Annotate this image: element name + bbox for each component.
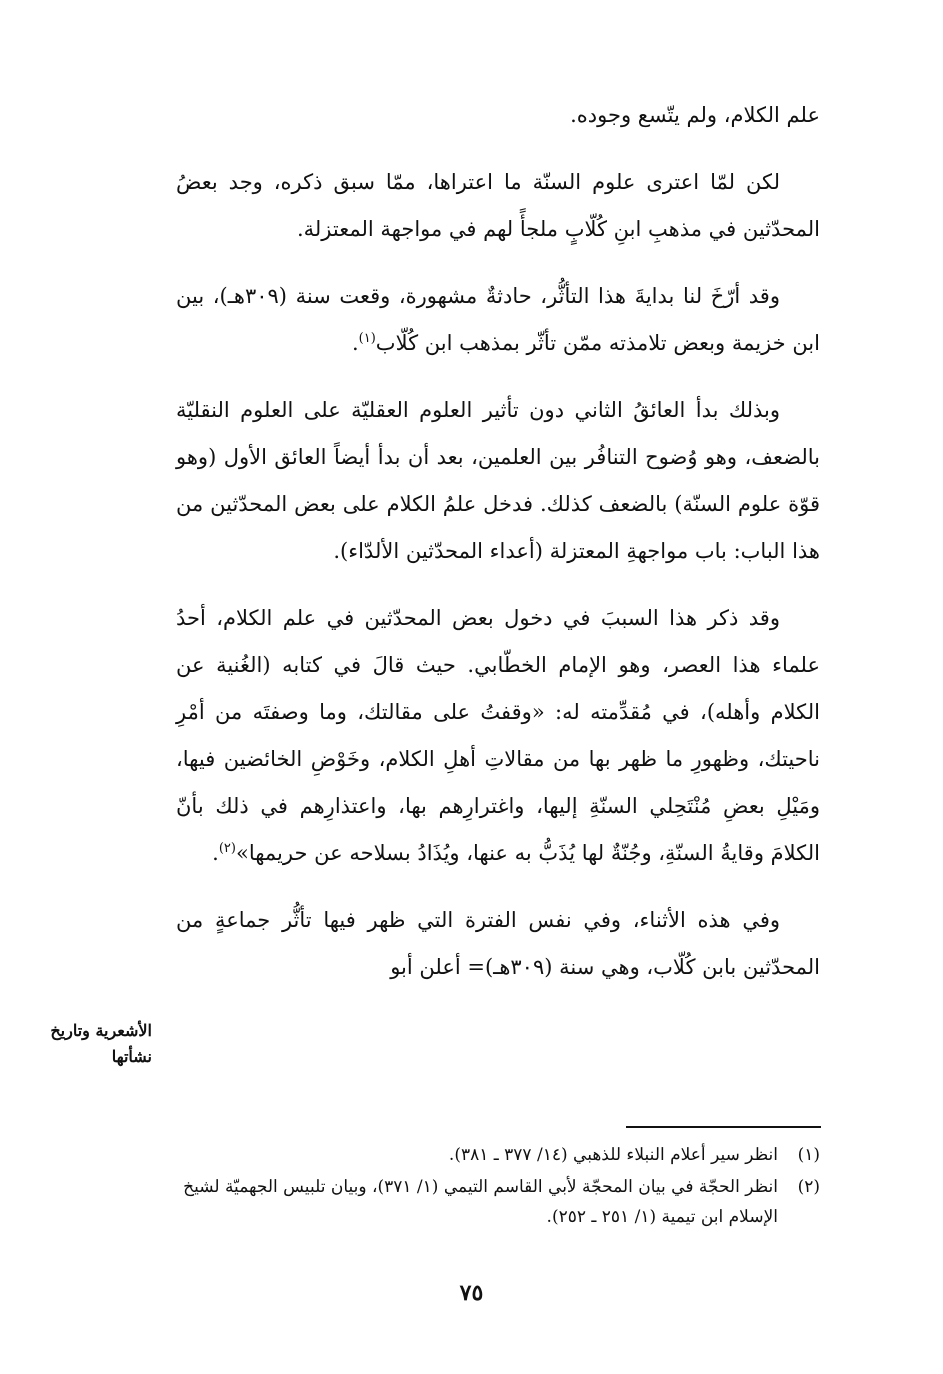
paragraph-2-text: لكن لمّا اعترى علوم السنّة ما اعتراها، ممّا سبق ذكره، وجد بعضُ المحدّثين في مذهبِ ابنِ كُلّابٍ ملجأً لهم في مواجهة المعتزلة.: [176, 170, 820, 241]
paragraph-4: [176, 387, 820, 575]
footnote-2-number: (٢): [797, 1177, 820, 1197]
paragraph-5-end: .: [212, 841, 219, 865]
footnote-1-number: (١): [797, 1145, 820, 1165]
paragraph-2: [176, 159, 820, 253]
paragraph-4-text: وبذلك بدأ العائقُ الثاني دون تأثير العلوم العقليّة على العلوم النقليّة بالضعف، وهو وُضوح التنافُر بين العلمين، بعد أن بدأ أيضاً العائق الأول (وهو قوّة علوم السنّة) بالضعف كذلك. فدخل علمُ الكلام على بعض المحدّثين من هذا الباب: باب مواجهةِ المعتزلة (أعداء المحدّثين الألدّاء).: [176, 398, 820, 563]
footnote-2-text: انظر الحجّة في بيان المحجّة لأبي القاسم التيمي (١/ ٣٧١)، وبيان تلبيس الجهميّة لشيخ الإسلام ابن تيمية (١/ ٢٥١ ـ ٢٥٢).: [183, 1177, 778, 1227]
paragraph-1-text: علم الكلام، ولم يتّسع وجوده.: [570, 103, 820, 127]
footnote-ref-1: (١): [358, 331, 376, 346]
paragraph-6: [176, 897, 820, 991]
footnote-1: [176, 1140, 820, 1170]
footnotes: [176, 1140, 820, 1234]
paragraph-3: [176, 273, 820, 367]
paragraph-3-text: وقد أرّخَ لنا بدايةَ هذا التأثُّر، حادثةٌ مشهورة، وقعت سنة (٣٠٩هـ)، بين ابن خزيمة وبعض تلامذته ممّن تأثّر بمذهب ابن كُلّاب: [176, 284, 820, 355]
main-text: [176, 92, 820, 1011]
paragraph-3-end: .: [351, 331, 359, 355]
paragraph-5: [176, 595, 820, 877]
page-number: ٧٥: [459, 1280, 484, 1306]
footnote-separator: [626, 1126, 821, 1128]
margin-heading-line-1: الأشعرية وتاريخ: [50, 1021, 152, 1040]
paragraph-6-text: وفي هذه الأثناء، وفي نفس الفترة التي ظهر فيها تأثُّر جماعةٍ من المحدّثين بابن كُلّاب، وهي سنة (٣٠٩هـ)= أعلن أبو: [176, 908, 820, 979]
paragraph-5-text: وقد ذكر هذا السببَ في دخول بعض المحدّثين في علم الكلام، أحدُ علماء هذا العصر، وهو الإمام الخطّابي. حيث قالَ في كتابه (الغُنية عن الكلام وأهله)، في مُقدِّمته له: «وقفتُ على مقالتك، وما وصفتَه من أمْرِ ناحيتك، وظهورِ ما ظهر بها من مقالاتِ أهلِ الكلام، وخَوْضِ الخائضين فيها، ومَيْلِ بعضِ مُنْتَحِلي السنّةِ إليها، واغترارِهم بها، واعتذارِهم في ذلك بأنّ الكلامَ وقايةُ السنّةِ، وجُنّةٌ لها يُذَبُّ به عنها، ويُذَادُ بسلاحه عن حريمها»: [176, 606, 820, 865]
margin-heading-line-2: نشأتها: [111, 1047, 152, 1066]
footnote-ref-2: (٢): [218, 841, 236, 856]
footnote-2: [176, 1172, 820, 1232]
paragraph-1: [176, 92, 820, 139]
footnote-1-text: انظر سير أعلام النبلاء للذهبي (١٤/ ٣٧٧ ـ ٣٨١).: [448, 1145, 778, 1165]
margin-heading: [22, 1018, 152, 1070]
